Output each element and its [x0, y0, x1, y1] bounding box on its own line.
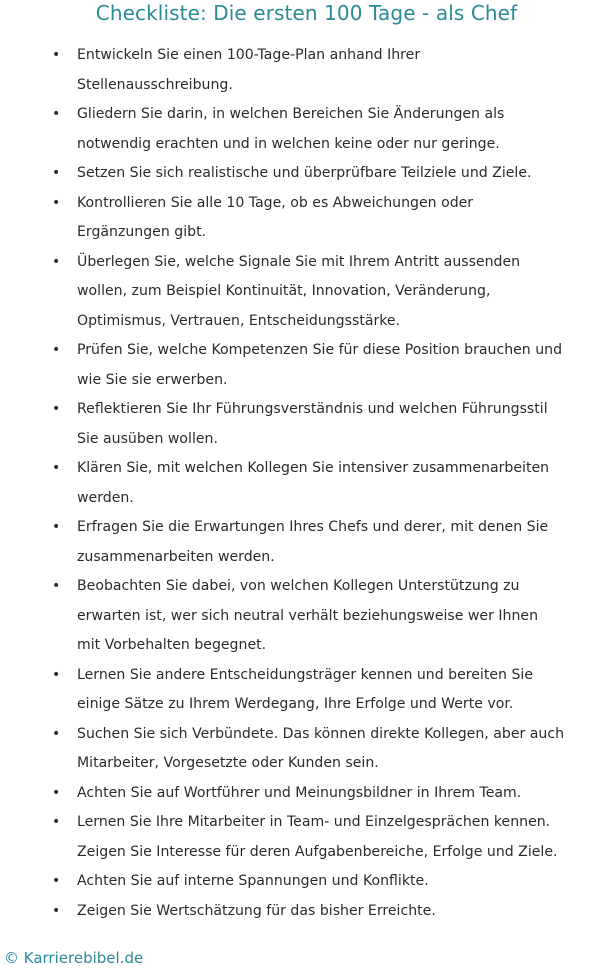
list-item-text: Erfragen Sie die Erwartungen Ihres Chefs und derer, mit denen Sie	[77, 519, 549, 535]
list-item-text: Lernen Sie Ihre Mitarbeiter in Team- und Einzelgesprächen kennen.	[77, 814, 551, 830]
list-item-text: Achten Sie auf interne Spannungen und Konflikte.	[77, 873, 429, 889]
list-item	[0, 513, 613, 572]
list-item	[0, 661, 613, 720]
bullet-icon: •	[52, 106, 61, 122]
list-item-text: wollen, zum Beispiel Kontinuität, Innovation, Veränderung,	[77, 283, 491, 299]
list-item-text: Stellenausschreibung.	[77, 76, 233, 93]
list-item-text: wie Sie sie erwerben.	[77, 371, 228, 388]
bullet-icon: •	[52, 194, 61, 211]
list-item	[0, 159, 613, 189]
page-title: Checkliste: Die ersten 100 Tage - als Chef	[95, 1, 518, 25]
list-item	[0, 572, 613, 661]
list-item-text: werden.	[77, 489, 134, 506]
list-item-text: Zeigen Sie Interesse für deren Aufgabenbereiche, Erfolge und Ziele.	[77, 843, 558, 860]
list-item-text: Achten Sie auf Wortführer und Meinungsbildner in Ihrem Team.	[77, 784, 522, 801]
list-item-text: erwarten ist, wer sich neutral verhält beziehungsweise wer Ihnen	[77, 607, 538, 624]
list-item-text: Lernen Sie andere Entscheidungsträger kennen und bereiten Sie	[77, 666, 533, 683]
list-item	[0, 248, 613, 337]
list-item-text: Optimismus, Vertrauen, Entscheidungsstärke.	[77, 312, 401, 329]
list-item-text: Beobachten Sie dabei, von welchen Kollegen Unterstützung zu	[77, 578, 520, 594]
bullet-icon: •	[52, 460, 61, 476]
list-item	[0, 336, 613, 395]
list-item-text: Zeigen Sie Wertschätzung für das bisher Erreichte.	[77, 902, 436, 919]
bullet-icon: •	[52, 873, 61, 889]
list-item-text: Setzen Sie sich realistische und überprüfbare Teilziele und Ziele.	[77, 165, 532, 181]
list-item-text: Klären Sie, mit welchen Kollegen Sie intensiver zusammenarbeiten	[77, 460, 550, 476]
list-item-text: notwendig erachten und in welchen keine oder nur geringe.	[77, 135, 500, 152]
list-item-text: zusammenarbeiten werden.	[77, 548, 275, 565]
list-item-text: Gliedern Sie darin, in welchen Bereichen Sie Änderungen als	[77, 106, 505, 122]
list-item	[0, 41, 613, 100]
bullet-icon: •	[52, 519, 61, 535]
list-item-text: Ergänzungen gibt.	[77, 224, 207, 240]
list-item-text: einige Sätze zu Ihrem Werdegang, Ihre Erfolge und Werte vor.	[77, 696, 514, 712]
bullet-icon: •	[52, 666, 61, 683]
bullet-icon: •	[52, 342, 61, 358]
bullet-icon: •	[52, 725, 61, 742]
list-item-text: Prüfen Sie, welche Kompetenzen Sie für diese Position brauchen und	[77, 342, 563, 358]
list-item-text: Reflektieren Sie Ihr Führungsverständnis und welchen Führungsstil	[77, 401, 548, 417]
bullet-icon: •	[52, 165, 61, 181]
list-item	[0, 897, 613, 927]
list-item	[0, 395, 613, 454]
list-item-text: Entwickeln Sie einen 100-Tage-Plan anhand Ihrer	[77, 47, 421, 63]
list-item-text: Kontrollieren Sie alle 10 Tage, ob es Abweichungen oder	[77, 194, 474, 211]
bullet-icon: •	[52, 401, 61, 417]
list-item-text: Mitarbeiter, Vorgesetzte oder Kunden sein.	[77, 755, 379, 771]
bullet-icon: •	[52, 253, 61, 270]
list-item	[0, 808, 613, 867]
bullet-icon: •	[52, 814, 61, 830]
bullet-icon: •	[52, 902, 61, 919]
copyright-footer: © Karrierebibel.de	[4, 949, 144, 967]
list-item	[0, 454, 613, 513]
list-item-text: Sie ausüben wollen.	[77, 430, 218, 447]
bullet-icon: •	[52, 784, 61, 801]
list-item	[0, 867, 613, 897]
list-item	[0, 779, 613, 809]
list-item-text: Suchen Sie sich Verbündete. Das können direkte Kollegen, aber auch	[77, 725, 565, 742]
list-item	[0, 100, 613, 159]
checklist	[0, 41, 613, 926]
bullet-icon: •	[52, 47, 61, 63]
list-item	[0, 189, 613, 248]
list-item	[0, 720, 613, 779]
bullet-icon: •	[52, 578, 61, 594]
list-item-text: mit Vorbehalten begegnet.	[77, 637, 267, 653]
list-item-text: Überlegen Sie, welche Signale Sie mit Ihrem Antritt aussenden	[77, 253, 521, 270]
